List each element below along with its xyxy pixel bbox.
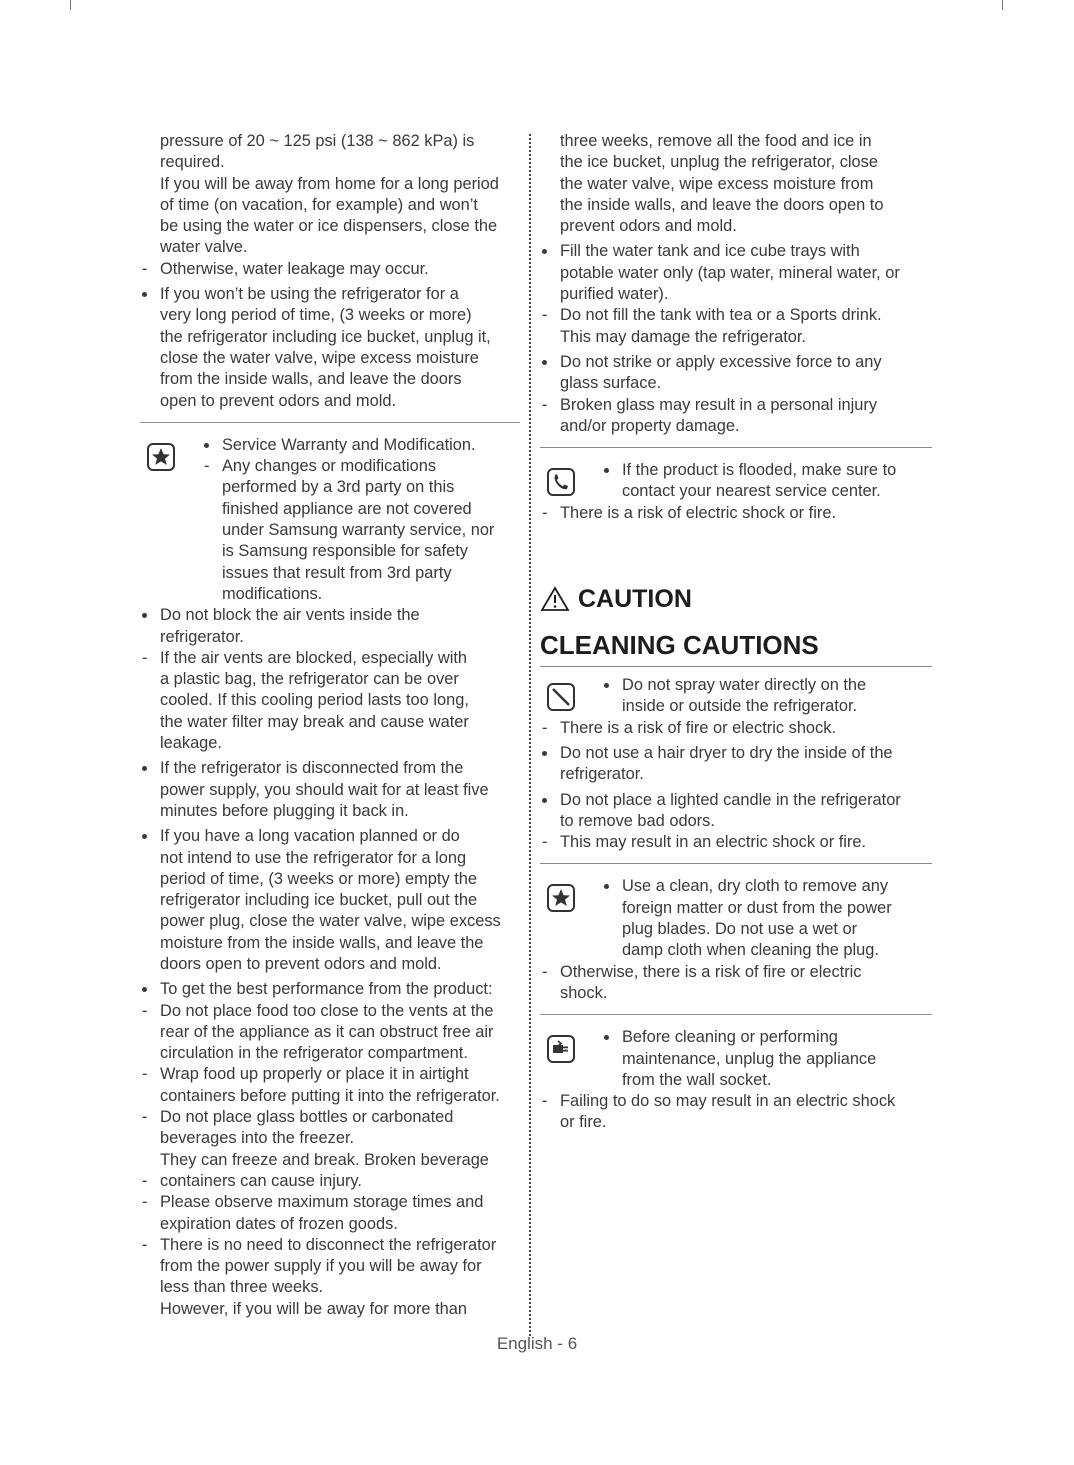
- line-text: Do not place food too close to the vents at the: [160, 1001, 494, 1020]
- text-line: [540, 696, 932, 717]
- line-text: the ice bucket, unplug the refrigerator, close: [560, 153, 878, 172]
- dash-item: [540, 718, 932, 739]
- text-line: [540, 898, 932, 919]
- line-text: Do not place a lighted candle in the refrigerator: [560, 790, 901, 809]
- text-line: [140, 733, 520, 754]
- line-text: inside or outside the refrigerator.: [622, 697, 858, 716]
- line-text: Do not strike or apply excessive force to any: [560, 352, 882, 371]
- line-text: from the inside walls, and leave the doors: [160, 370, 462, 389]
- column-divider: [529, 134, 531, 1336]
- line-text: power supply, you should wait for at least five: [160, 780, 489, 799]
- note-block: [540, 1027, 932, 1091]
- text-line: [140, 348, 520, 369]
- line-text: the refrigerator including ice bucket, unplug it,: [160, 327, 491, 346]
- text-line: [140, 477, 520, 498]
- crop-mark-left: [70, 0, 71, 10]
- line-text: refrigerator.: [560, 765, 644, 784]
- dash-item: [540, 305, 932, 326]
- text-line: [140, 1256, 520, 1277]
- text-line: [140, 1214, 520, 1235]
- line-text: or fire.: [560, 1113, 607, 1132]
- line-text: Fill the water tank and ice cube trays with: [560, 242, 860, 261]
- line-text: shock.: [560, 983, 608, 1002]
- line-text: to remove bad odors.: [560, 811, 715, 830]
- line-text: To get the best performance from the product:: [160, 980, 493, 999]
- bullet-item: [140, 284, 520, 305]
- section-heading: CLEANING CAUTIONS: [540, 630, 819, 661]
- dash-item: [540, 962, 932, 983]
- text-line: [540, 919, 932, 940]
- line-text: Do not use a hair dryer to dry the inside of the: [560, 743, 893, 762]
- section-divider: [540, 447, 932, 448]
- text-line: [540, 1070, 932, 1091]
- line-text: Do not fill the tank with tea or a Sports drink.: [560, 306, 882, 325]
- line-text: circulation in the refrigerator compartment.: [160, 1044, 468, 1063]
- text-line: [140, 869, 520, 890]
- caution-heading: [540, 582, 932, 616]
- line-text: water valve.: [160, 238, 248, 257]
- line-text: maintenance, unplug the appliance: [622, 1049, 877, 1068]
- text-line: [540, 940, 932, 961]
- line-text: Please observe maximum storage times and: [160, 1193, 484, 1212]
- text-line: [540, 811, 932, 832]
- text-line: [540, 174, 932, 195]
- text-line: [540, 152, 932, 173]
- line-text: under Samsung warranty service, nor: [222, 521, 495, 540]
- text-line: [540, 481, 932, 502]
- line-text: Broken glass may result in a personal injury: [560, 395, 878, 414]
- line-text: three weeks, remove all the food and ice in: [560, 132, 872, 150]
- dash-item: [140, 456, 520, 477]
- bullet-item: [140, 605, 520, 626]
- bullet-item: [140, 435, 520, 456]
- dash-item: [540, 832, 932, 853]
- section-divider: [540, 863, 932, 864]
- line-text: close the water valve, wipe excess moisture: [160, 348, 479, 367]
- bullet-item: [140, 979, 520, 1000]
- line-text: performed by a 3rd party on this: [222, 478, 455, 497]
- text-line: [540, 1112, 932, 1133]
- line-text: If you won’t be using the refrigerator for a: [160, 285, 459, 304]
- line-text: period of time, (3 weeks or more) empty the: [160, 869, 478, 888]
- line-text: refrigerator.: [160, 627, 244, 646]
- line-text: foreign matter or dust from the power: [622, 898, 892, 917]
- line-text: leakage.: [160, 734, 222, 753]
- text-line: [140, 627, 520, 648]
- line-text: Before cleaning or performing: [622, 1028, 838, 1047]
- dash-item: [140, 1171, 520, 1192]
- line-text: If the air vents are blocked, especially with: [160, 648, 468, 667]
- page-footer: English - 6: [496, 1334, 578, 1353]
- dash-item: [140, 259, 520, 280]
- line-text: containers before putting it into the refrigerator.: [160, 1086, 500, 1105]
- text-line: [140, 584, 520, 605]
- line-text: pressure of 20 ~ 125 psi (138 ~ 862 kPa) is: [160, 132, 475, 150]
- bullet-item: [540, 743, 932, 764]
- bullet-item: [540, 790, 932, 811]
- line-text: Wrap food up properly or place it in airtight: [160, 1065, 469, 1084]
- text-line: [140, 712, 520, 733]
- bullet-item: [140, 826, 520, 847]
- bullet-item: [540, 241, 932, 262]
- note-block: [140, 435, 520, 605]
- text-line: [540, 216, 932, 237]
- note-block: [540, 675, 932, 718]
- dash-item: [540, 1091, 932, 1112]
- text-line: [140, 780, 520, 801]
- line-text: minutes before plugging it back in.: [160, 801, 409, 820]
- note-block: [540, 460, 932, 503]
- line-text: containers can cause injury.: [160, 1171, 362, 1190]
- line-text: less than three weeks.: [160, 1278, 324, 1297]
- text-line: [140, 174, 520, 195]
- dash-item: [140, 1192, 520, 1213]
- line-text: Any changes or modifications: [222, 457, 437, 476]
- line-text: be using the water or ice dispensers, close the: [160, 217, 498, 236]
- line-text: and/or property damage.: [560, 416, 740, 435]
- line-text: modifications.: [222, 584, 323, 603]
- text-line: [540, 284, 932, 305]
- line-text: expiration dates of frozen goods.: [160, 1214, 398, 1233]
- text-line: [540, 764, 932, 785]
- line-text: There is a risk of electric shock or fire.: [560, 503, 836, 522]
- right-column: [540, 131, 932, 1134]
- section-divider: [540, 1014, 932, 1015]
- text-line: [140, 305, 520, 326]
- text-line: [140, 1150, 520, 1171]
- text-line: [140, 669, 520, 690]
- line-text: moisture from the inside walls, and leave the: [160, 933, 484, 952]
- line-text: This may result in an electric shock or fire.: [560, 833, 867, 852]
- dash-item: [540, 503, 932, 524]
- line-text: power plug, close the water valve, wipe excess: [160, 912, 501, 931]
- line-text: from the power supply if you will be away for: [160, 1257, 482, 1276]
- dash-item: [140, 1235, 520, 1256]
- text-line: [140, 1277, 520, 1298]
- line-text: finished appliance are not covered: [222, 499, 472, 518]
- line-text: refrigerator including ice bucket, pull out the: [160, 891, 478, 910]
- line-text: the inside walls, and leave the doors open to: [560, 195, 884, 214]
- line-text: rear of the appliance as it can obstruct free air: [160, 1022, 494, 1041]
- line-text: Do not block the air vents inside the: [160, 606, 420, 625]
- line-text: Do not spray water directly on the: [622, 676, 867, 695]
- text-line: [540, 416, 932, 437]
- line-text: of time (on vacation, for example) and won’t: [160, 195, 478, 214]
- text-line: [540, 327, 932, 348]
- section-heading-rule: [540, 666, 932, 667]
- dash-item: [540, 395, 932, 416]
- line-text: Otherwise, there is a risk of fire or electric: [560, 962, 862, 981]
- dash-item: [140, 648, 520, 669]
- text-line: [140, 933, 520, 954]
- text-line: [140, 690, 520, 711]
- line-text: prevent odors and mold.: [560, 217, 737, 236]
- line-text: If you have a long vacation planned or do: [160, 827, 460, 846]
- text-line: [140, 1128, 520, 1149]
- line-text: doors open to prevent odors and mold.: [160, 954, 442, 973]
- line-text: Service Warranty and Modification.: [222, 435, 476, 454]
- line-text: very long period of time, (3 weeks or more): [160, 306, 472, 325]
- line-text: the water valve, wipe excess moisture from: [560, 174, 874, 193]
- text-line: [140, 541, 520, 562]
- text-line: [140, 1022, 520, 1043]
- section-divider: [140, 422, 520, 423]
- line-text: Do not place glass bottles or carbonated: [160, 1108, 454, 1127]
- line-text: the water filter may break and cause water: [160, 712, 469, 731]
- left-column: [140, 131, 520, 1320]
- text-line: [140, 327, 520, 348]
- text-line: [140, 131, 520, 152]
- text-line: [140, 195, 520, 216]
- bullet-item: [140, 758, 520, 779]
- caution-label: CAUTION: [578, 585, 692, 614]
- line-text: There is a risk of fire or electric shock.: [560, 718, 836, 737]
- bullet-item: [540, 460, 932, 481]
- text-line: [540, 263, 932, 284]
- note-block: [540, 876, 932, 961]
- text-line: [540, 195, 932, 216]
- text-line: [140, 954, 520, 975]
- line-text: beverages into the freezer.: [160, 1129, 355, 1148]
- text-line: [540, 373, 932, 394]
- line-text: open to prevent odors and mold.: [160, 391, 396, 410]
- line-text: If the refrigerator is disconnected from the: [160, 759, 464, 778]
- line-text: Otherwise, water leakage may occur.: [160, 259, 429, 278]
- text-line: [140, 563, 520, 584]
- text-line: [140, 499, 520, 520]
- line-text: contact your nearest service center.: [622, 482, 881, 501]
- line-text: If the product is flooded, make sure to: [622, 461, 897, 480]
- text-line: [140, 848, 520, 869]
- line-text: This may damage the refrigerator.: [560, 327, 806, 346]
- line-text: purified water).: [560, 285, 669, 304]
- bullet-item: [540, 1027, 932, 1048]
- line-text: damp cloth when cleaning the plug.: [622, 941, 879, 960]
- line-text: Use a clean, dry cloth to remove any: [622, 877, 889, 896]
- text-line: [540, 1049, 932, 1070]
- line-text: required.: [160, 153, 225, 172]
- text-line: [140, 369, 520, 390]
- line-text: They can freeze and break. Broken beverage: [160, 1150, 489, 1169]
- bullet-item: [540, 876, 932, 897]
- line-text: Failing to do so may result in an electric shock: [560, 1092, 896, 1111]
- text-line: [140, 391, 520, 412]
- crop-mark-right: [1002, 0, 1003, 10]
- text-line: [540, 983, 932, 1004]
- line-text: If you will be away from home for a long period: [160, 174, 499, 193]
- line-text: issues that result from 3rd party: [222, 563, 452, 582]
- warning-triangle-icon: [540, 586, 570, 612]
- line-text: is Samsung responsible for safety: [222, 542, 468, 561]
- dash-item: [140, 1064, 520, 1085]
- line-text: from the wall socket.: [622, 1070, 772, 1089]
- line-text: glass surface.: [560, 374, 662, 393]
- text-line: [140, 911, 520, 932]
- dash-item: [140, 1001, 520, 1022]
- line-text: cooled. If this cooling period lasts too long,: [160, 691, 469, 710]
- text-line: [140, 237, 520, 258]
- text-line: [140, 1299, 520, 1320]
- line-text: a plastic bag, the refrigerator can be over: [160, 670, 459, 689]
- dash-item: [140, 1107, 520, 1128]
- text-line: [140, 1043, 520, 1064]
- line-text: not intend to use the refrigerator for a long: [160, 848, 467, 867]
- line-text: However, if you will be away for more than: [160, 1299, 468, 1318]
- line-text: plug blades. Do not use a wet or: [622, 920, 858, 939]
- bullet-item: [540, 352, 932, 373]
- text-line: [140, 152, 520, 173]
- text-line: [140, 520, 520, 541]
- text-line: [140, 1086, 520, 1107]
- bullet-item: [540, 675, 932, 696]
- line-text: potable water only (tap water, mineral water, or: [560, 263, 900, 282]
- text-line: [140, 890, 520, 911]
- text-line: [140, 216, 520, 237]
- text-line: [540, 131, 932, 152]
- line-text: There is no need to disconnect the refrigerator: [160, 1235, 497, 1254]
- text-line: [140, 801, 520, 822]
